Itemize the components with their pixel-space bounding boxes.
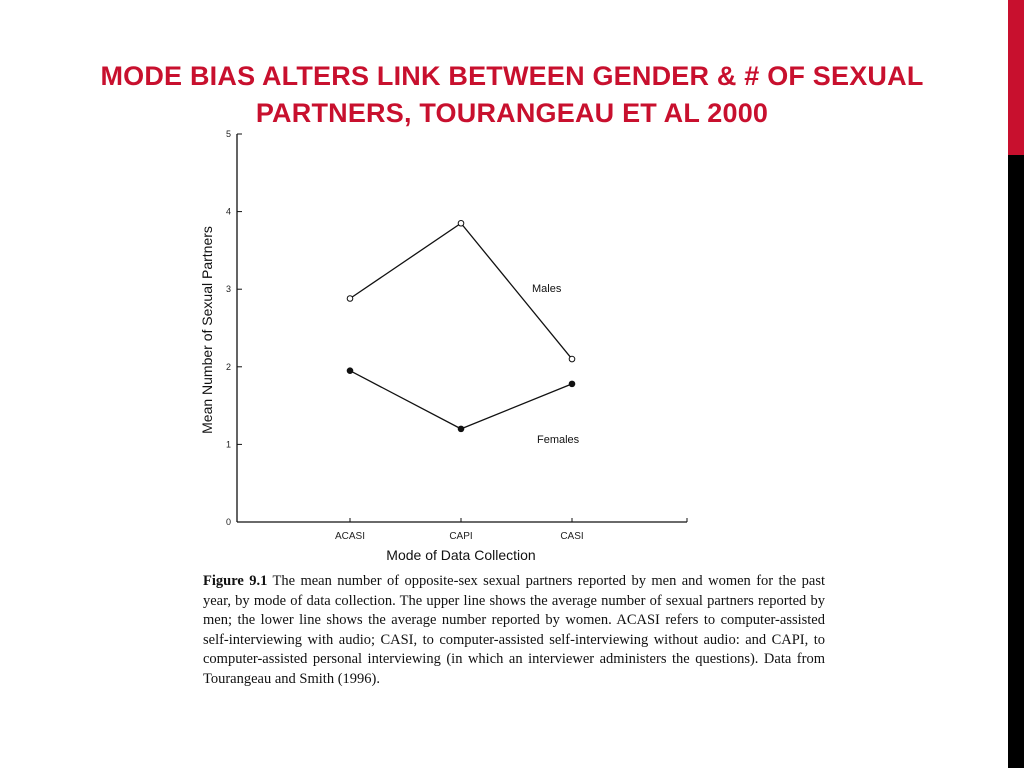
chart-figure — [195, 128, 835, 568]
y-tick-label: 3 — [225, 284, 231, 295]
y-tick-label: 5 — [225, 129, 231, 139]
caption-text: The mean number of opposite-sex sexual partners reported by men and women for the past year, by mode of data collection. The upper line shows the average number of sexual partners reported by men; the lower line shows the average number reported by women. ACASI refers to computer-assisted self-interviewing with audio; CASI, to computer-assisted self-interviewing without audio: and CAPI, to computer-assisted personal interviewing (in which an interviewer administers the questions). Data from Tourangeau and Smith (1996). — [203, 573, 825, 687]
x-tick-label: CASI — [560, 531, 584, 542]
y-tick-label: 2 — [225, 361, 231, 372]
data-point-females — [569, 381, 575, 387]
line-chart — [195, 128, 835, 568]
series-line-females — [350, 371, 572, 429]
y-tick-label: 0 — [225, 517, 231, 527]
accent-bar-red — [1008, 0, 1024, 155]
x-tick-label: CAPI — [449, 531, 473, 542]
figure-caption — [203, 572, 825, 689]
series-label-males: Males — [532, 283, 562, 295]
y-tick-label: 4 — [225, 206, 231, 217]
series-label-females: Females — [537, 434, 580, 446]
data-point-males — [347, 296, 353, 302]
data-point-females — [458, 426, 464, 432]
y-axis-label: Mean Number of Sexual Partners — [199, 226, 215, 434]
y-tick-label: 1 — [225, 439, 231, 450]
data-point-males — [458, 220, 464, 226]
accent-bar-black — [1008, 155, 1024, 768]
data-point-males — [569, 356, 575, 362]
slide-title: MODE BIAS ALTERS LINK BETWEEN GENDER & # OF SEXUAL PARTNERS, TOURANGEAU ET AL 2000 — [100, 61, 924, 128]
data-point-females — [347, 368, 353, 374]
x-axis-label: Mode of Data Collection — [386, 547, 536, 563]
caption-label: Figure 9.1 — [203, 573, 268, 589]
x-tick-label: ACASI — [334, 531, 366, 542]
